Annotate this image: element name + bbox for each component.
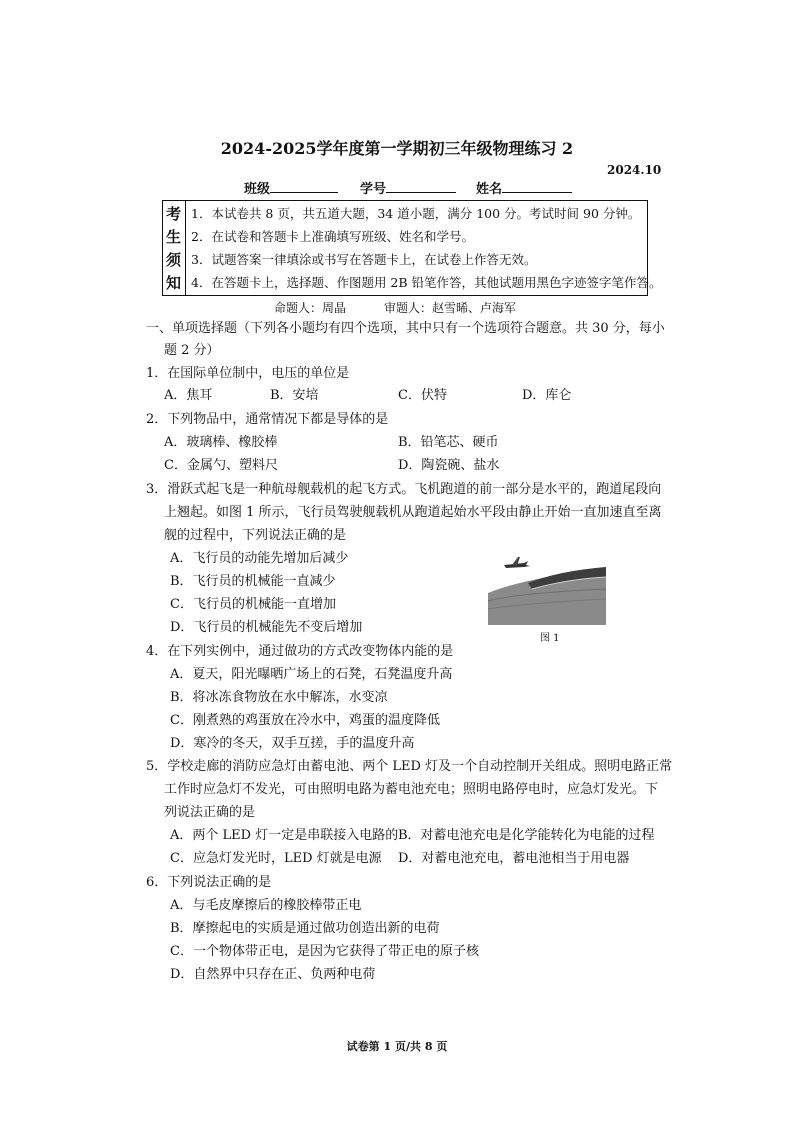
question-3-stem-cont: 上翘起。如图 1 所示，飞行员驾驶舰载机从跑道起始水平段由静止开始一直加速直至离 [164, 505, 662, 520]
question-5-stem-cont: 工作时应急灯不发光，可由照明电路为蓄电池充电；照明电路停电时，应急灯发光。下 [164, 782, 659, 797]
notice-label-char: 须 [166, 251, 182, 269]
question-1-option-c: C．伏特 [398, 388, 447, 403]
question-3-option-b: B．飞行员的机械能一直减少 [170, 574, 336, 589]
question-5-option-b: B．对蓄电池充电是化学能转化为电能的过程 [398, 828, 655, 843]
class-blank [270, 180, 338, 193]
question-2-option-d: D．陶瓷碗、盐水 [398, 458, 500, 473]
reviewer-names: 审题人：赵雪晞、卢海军 [384, 301, 517, 315]
question-5-option-a: A．两个 LED 灯一定是串联接入电路的 [170, 828, 399, 843]
page-footer: 试卷第 1 页/共 8 页 [346, 1040, 448, 1053]
question-1-option-b: B．安培 [270, 388, 319, 403]
question-6-option-b: B．摩擦起电的实质是通过做功创造出新的电荷 [170, 921, 440, 936]
notice-label [163, 201, 186, 295]
name-label: 姓名 [476, 182, 503, 197]
name-blank [502, 180, 572, 193]
exam-title: 2024-2025学年度第一学期初三年级物理练习 2 [220, 139, 574, 158]
question-6-option-a: A．与毛皮摩擦后的橡胶棒带正电 [170, 898, 362, 913]
section-heading-cont: 题 2 分） [164, 343, 220, 358]
figure-1-caption: 图 1 [540, 633, 560, 644]
question-5-stem: 5．学校走廊的消防应急灯由蓄电池、两个 LED 灯及一个自动控制开关组成。照明电路正常 [146, 759, 673, 774]
question-4-option-c: C．刚煮熟的鸡蛋放在冷水中，鸡蛋的温度降低 [170, 713, 440, 728]
question-2-stem: 2．下列物品中，通常情况下都是导体的是 [146, 412, 389, 427]
notice-item: 4．在答题卡上，选择题、作图题用 2B 铅笔作答，其他试题用黑色字迹签字笔作答。 [191, 275, 662, 290]
question-5-option-d: D．对蓄电池充电，蓄电池相当于用电器 [398, 851, 630, 866]
question-3-stem-cont: 舰的过程中，下列说法正确的是 [164, 528, 347, 543]
student-id-field [360, 178, 456, 197]
name-field [476, 178, 572, 197]
question-6-stem: 6．下列说法正确的是 [146, 875, 272, 890]
question-3-option-d: D．飞行员的机械能先不变后增加 [170, 620, 363, 635]
class-label: 班级 [244, 182, 271, 197]
exam-date: 2024.10 [607, 163, 662, 177]
notice-item: 1．本试卷共 8 页，共五道大题，34 道小题，满分 100 分。考试时间 90 分钟。 [191, 206, 641, 221]
question-6-option-c: C．一个物体带正电，是因为它获得了带正电的原子核 [170, 944, 479, 959]
class-field [244, 178, 338, 197]
setter-name: 命题人：周晶 [274, 301, 347, 315]
question-1-stem: 1．在国际单位制中，电压的单位是 [146, 366, 350, 381]
question-3-option-a: A．飞行员的动能先增加后减少 [170, 551, 349, 566]
notice-label-char: 生 [166, 228, 182, 246]
question-5-stem-cont: 列说法正确的是 [164, 805, 256, 820]
notice-label-char: 考 [166, 205, 182, 223]
question-4-option-a: A．夏天，阳光曝晒广场上的石凳，石凳温度升高 [170, 667, 453, 682]
question-3-stem: 3．滑跃式起飞是一种航母舰载机的起飞方式。飞机跑道的前一部分是水平的，跑道尾段向 [146, 482, 662, 497]
question-2-option-c: C．金属勺、塑料尺 [164, 458, 278, 473]
exam-notice-box [162, 200, 662, 296]
notice-item: 3．试题答案一律填涂或书写在答题卡上，在试卷上作答无效。 [191, 252, 537, 267]
carrier-aircraft-photo [488, 553, 606, 625]
question-4-option-b: B．将冰冻食物放在水中解冻，水变凉 [170, 690, 388, 705]
question-3-option-c: C．飞行员的机械能一直增加 [170, 597, 336, 612]
question-2-option-a: A．玻璃棒、橡胶棒 [164, 435, 278, 450]
student-id-blank [386, 180, 456, 193]
student-id-label: 学号 [360, 182, 387, 197]
notice-item: 2．在试卷和答题卡上准确填写班级、姓名和学号。 [191, 229, 474, 244]
notice-label-char: 知 [166, 274, 182, 292]
question-4-stem: 4．在下列实例中，通过做功的方式改变物体内能的是 [146, 644, 454, 659]
question-2-option-b: B．铅笔芯、硬币 [398, 435, 499, 450]
section-heading: 一、单项选择题（下列各小题均有四个选项，其中只有一个选项符合题意。共 30 分，每小 [146, 321, 665, 336]
question-6-option-d: D．自然界中只存在正、负两种电荷 [170, 967, 376, 982]
question-5-option-c: C．应急灯发光时，LED 灯就是电源 [170, 851, 382, 866]
question-1-option-a: A．焦耳 [164, 388, 213, 403]
question-4-option-d: D．寒冷的冬天，双手互搓，手的温度升高 [170, 736, 415, 751]
question-1-option-d: D．库仑 [522, 388, 572, 403]
